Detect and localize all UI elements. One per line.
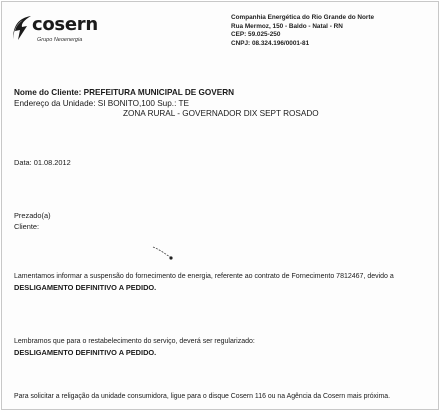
company-cep: CEP: 59.025-250 <box>231 31 281 39</box>
letter-page <box>1 1 439 410</box>
letter-date: Data: 01.08.2012 <box>14 158 71 167</box>
greeting-line1: Prezado(a) <box>14 211 51 220</box>
company-cnpj: CNPJ: 08.324.196/0001-81 <box>231 39 310 47</box>
restoration-text: Lembramos que para o restabelecimento do serviço, deverá ser regularizado: <box>14 338 255 345</box>
pen-mark-icon <box>152 245 174 261</box>
client-address-value: SI BONITO,100 Sup.: TE <box>97 98 189 108</box>
greeting <box>14 211 51 232</box>
company-header <box>231 14 374 48</box>
lightning-bolt-icon <box>11 15 33 41</box>
reconnection-instructions: Para solicitar a religação da unidade consumidora, ligue para o disque Cosern 116 ou na Agência da Cosern mais próxima. <box>14 393 391 400</box>
client-name-value: PREFEITURA MUNICIPAL DE GOVERN <box>83 88 235 97</box>
greeting-line2: Cliente: <box>14 221 40 231</box>
company-name: Companhia Energética do Rio Grande do Norte <box>231 14 375 21</box>
client-address-label: Endereço da Unidade: <box>14 98 98 108</box>
suspension-notice <box>14 272 439 293</box>
restoration-notice <box>14 337 255 358</box>
company-address: Rua Mermoz, 150 - Baldo - Natal - RN <box>231 22 343 30</box>
restoration-requirement: DESLIGAMENTO DEFINITIVO A PEDIDO. <box>14 347 157 357</box>
brand-name: cosern <box>32 14 98 35</box>
client-block <box>14 88 319 120</box>
client-address-line2: ZONA RURAL - GOVERNADOR DIX SEPT ROSADO <box>123 109 319 118</box>
brand-group: Grupo Neoenergia <box>37 37 83 43</box>
client-name-label: Nome do Cliente: <box>14 88 84 97</box>
suspension-text: Lamentamos informar a suspensão do fornecimento de energia, referente ao contrato de Fornecimento 7812467, devido a <box>14 273 394 280</box>
suspension-reason: DESLIGAMENTO DEFINITIVO A PEDIDO. <box>14 282 157 292</box>
